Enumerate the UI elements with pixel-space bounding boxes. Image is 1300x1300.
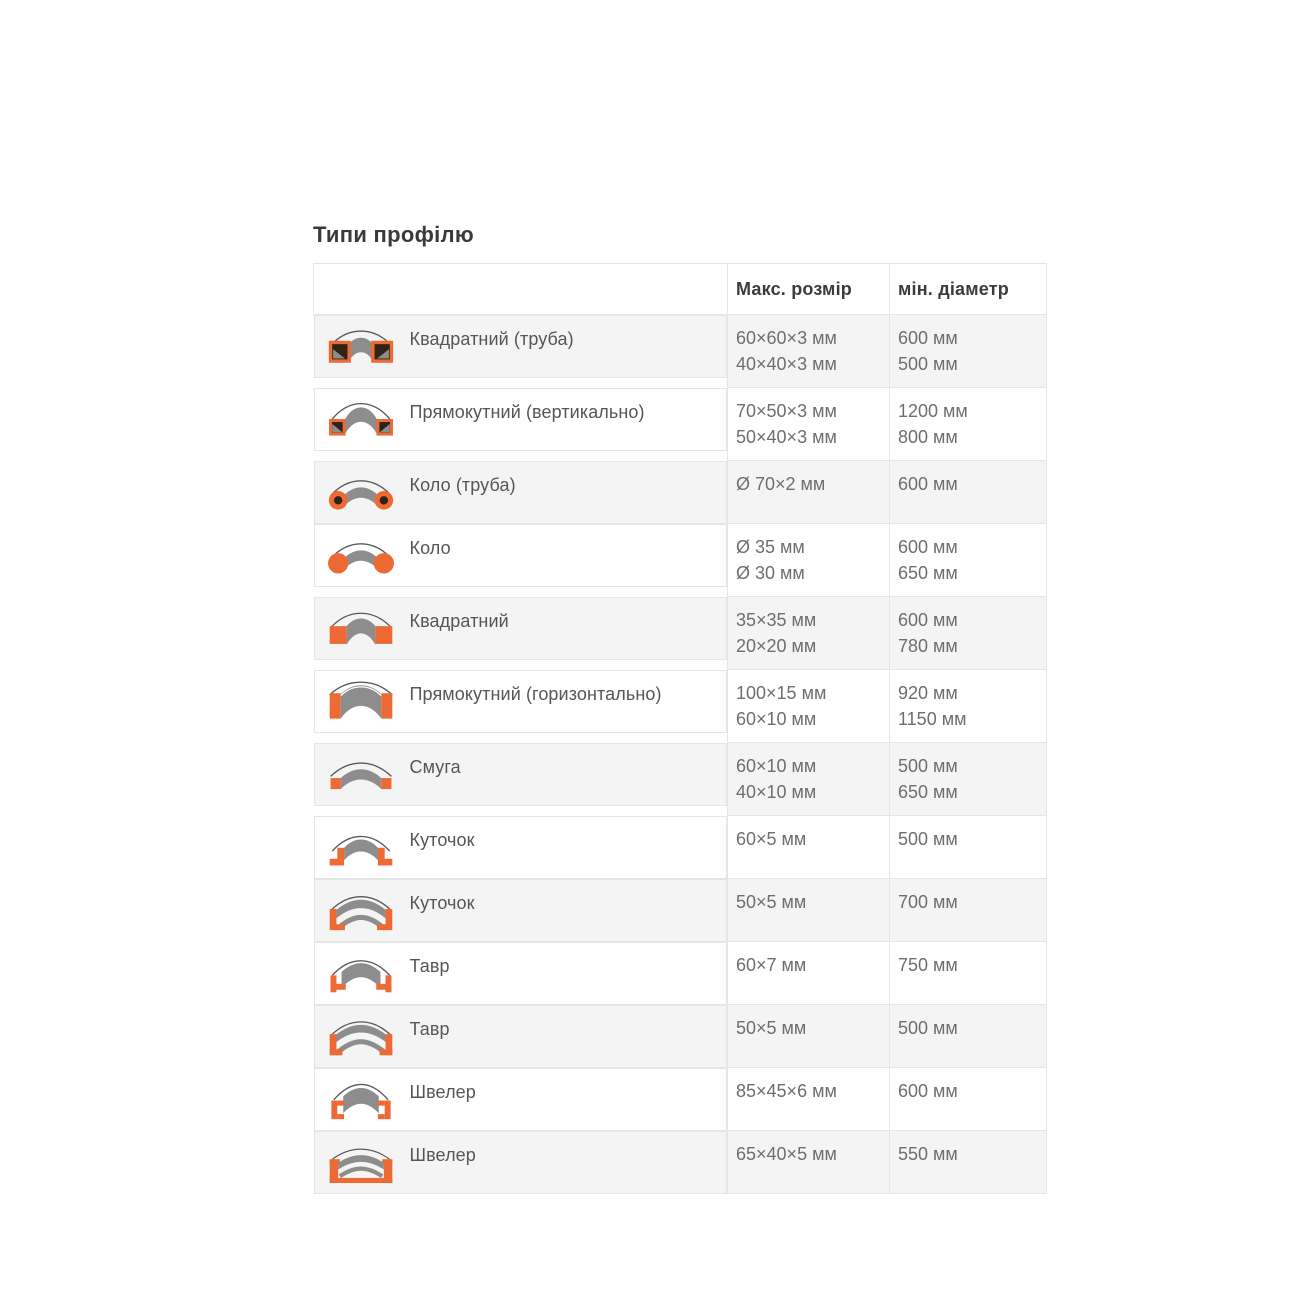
profile-name: Квадратний xyxy=(409,610,509,631)
square-solid-profile-icon xyxy=(322,605,400,649)
table-row xyxy=(314,743,1047,816)
table-header xyxy=(314,264,1047,315)
table-row xyxy=(314,524,1047,597)
max-size-value: 85×45×6 мм xyxy=(736,1081,837,1101)
profile-cell xyxy=(314,670,728,733)
min-diameter-cell xyxy=(890,524,1047,597)
max-size-cell xyxy=(728,461,890,524)
max-size-value: 60×60×3 мм xyxy=(736,328,837,348)
max-size-value: 60×7 мм xyxy=(736,955,807,975)
min-diameter-cell xyxy=(890,315,1047,388)
rect-vertical-tube-icon xyxy=(322,396,400,440)
profile-name: Швелер xyxy=(409,1081,476,1102)
profile-cell xyxy=(314,743,728,806)
tee-up-profile-icon xyxy=(322,950,400,994)
max-size-cell xyxy=(728,597,890,670)
table-row xyxy=(314,597,1047,670)
profile-cell xyxy=(314,1005,728,1068)
min-diameter-value: 750 мм xyxy=(898,955,958,975)
max-size-cell xyxy=(728,388,890,461)
min-diameter-cell xyxy=(890,743,1047,816)
max-size-value: 40×40×3 мм xyxy=(736,354,837,374)
min-diameter-value: 1200 мм xyxy=(898,401,968,421)
max-size-value: 40×10 мм xyxy=(736,782,817,802)
min-diameter-value: 500 мм xyxy=(898,829,958,849)
max-size-cell xyxy=(728,1131,890,1194)
tee-down-profile-icon xyxy=(322,1013,400,1057)
profile-name: Тавр xyxy=(409,1018,450,1039)
profile-cell xyxy=(314,879,728,942)
min-diameter-cell xyxy=(890,1005,1047,1068)
min-diameter-value: 500 мм xyxy=(898,354,958,374)
max-size-value: 50×5 мм xyxy=(736,1018,807,1038)
min-diameter-value: 500 мм xyxy=(898,756,958,776)
profile-types-table xyxy=(313,263,1047,1194)
profile-name: Смуга xyxy=(409,756,461,777)
strip-profile-icon xyxy=(322,751,400,795)
table-row xyxy=(314,315,1047,388)
min-diameter-cell xyxy=(890,1131,1047,1194)
profile-name: Коло xyxy=(409,537,451,558)
profile-cell xyxy=(314,1131,728,1194)
min-diameter-value: 700 мм xyxy=(898,892,958,912)
max-size-value: 60×10 мм xyxy=(736,756,817,776)
min-diameter-value: 780 мм xyxy=(898,636,958,656)
channel-flat-profile-icon xyxy=(322,1139,400,1183)
table-row xyxy=(314,879,1047,942)
profile-cell xyxy=(314,597,728,660)
min-diameter-value: 650 мм xyxy=(898,563,958,583)
profile-cell xyxy=(314,1068,728,1131)
min-diameter-value: 600 мм xyxy=(898,328,958,348)
max-size-value: 20×20 мм xyxy=(736,636,817,656)
min-diameter-cell xyxy=(890,461,1047,524)
section-title: Типи профілю xyxy=(313,222,474,247)
max-size-value: 50×5 мм xyxy=(736,892,807,912)
max-size-value: 65×40×5 мм xyxy=(736,1144,837,1164)
table-row xyxy=(314,1131,1047,1194)
min-diameter-value: 920 мм xyxy=(898,683,958,703)
max-size-value: Ø 70×2 мм xyxy=(736,474,826,494)
min-diameter-cell xyxy=(890,942,1047,1005)
table-row xyxy=(314,1005,1047,1068)
profile-types-section xyxy=(313,222,1009,1194)
profile-name: Куточок xyxy=(409,829,475,850)
min-diameter-value: 550 мм xyxy=(898,1144,958,1164)
min-diameter-value: 1150 мм xyxy=(898,709,967,729)
max-size-cell xyxy=(728,879,890,942)
min-diameter-value: 600 мм xyxy=(898,537,958,557)
header-row xyxy=(314,264,1047,315)
square-tube-profile-icon xyxy=(322,323,400,367)
table-row xyxy=(314,461,1047,524)
table-row xyxy=(314,670,1047,743)
table-row xyxy=(314,816,1047,879)
angle-up-profile-icon xyxy=(322,824,400,868)
profile-cell xyxy=(314,816,728,879)
header-min-diameter: мін. діаметр xyxy=(890,264,1047,315)
profile-name: Тавр xyxy=(409,955,450,976)
max-size-cell xyxy=(728,743,890,816)
min-diameter-cell xyxy=(890,388,1047,461)
max-size-value: 70×50×3 мм xyxy=(736,401,837,421)
max-size-value: 60×10 мм xyxy=(736,709,817,729)
table-row xyxy=(314,388,1047,461)
profile-cell xyxy=(314,461,728,524)
min-diameter-cell xyxy=(890,879,1047,942)
min-diameter-value: 650 мм xyxy=(898,782,958,802)
profile-name: Квадратний (труба) xyxy=(409,329,574,349)
max-size-value: 35×35 мм xyxy=(736,610,817,630)
channel-profile-icon xyxy=(322,1076,400,1120)
angle-down-profile-icon xyxy=(322,887,400,931)
profile-table-body xyxy=(314,315,1047,1194)
min-diameter-value: 600 мм xyxy=(898,610,958,630)
header-profile xyxy=(314,264,728,315)
min-diameter-value: 800 мм xyxy=(898,427,958,447)
max-size-cell xyxy=(728,942,890,1005)
profile-cell xyxy=(314,388,728,451)
profile-name: Коло (труба) xyxy=(409,474,516,495)
profile-name: Прямокутний (горизонтально) xyxy=(409,683,662,704)
min-diameter-value: 600 мм xyxy=(898,1081,958,1101)
header-max-size: Макс. розмір xyxy=(728,264,890,315)
max-size-value: 60×5 мм xyxy=(736,829,807,849)
min-diameter-cell xyxy=(890,670,1047,743)
max-size-cell xyxy=(728,1068,890,1131)
min-diameter-cell xyxy=(890,816,1047,879)
round-tube-profile-icon xyxy=(322,469,400,513)
profile-cell xyxy=(314,524,728,587)
profile-name: Прямокутний (вертикально) xyxy=(409,401,645,422)
max-size-value: 50×40×3 мм xyxy=(736,427,837,447)
min-diameter-cell xyxy=(890,1068,1047,1131)
max-size-cell xyxy=(728,524,890,597)
profile-cell xyxy=(314,942,728,1005)
min-diameter-value: 600 мм xyxy=(898,474,958,494)
profile-name: Куточок xyxy=(409,892,475,913)
max-size-value: Ø 30 мм xyxy=(736,563,805,583)
profile-name: Швелер xyxy=(409,1144,476,1165)
rect-horizontal-profile-icon xyxy=(322,678,400,722)
profile-cell xyxy=(314,315,728,378)
max-size-cell xyxy=(728,1005,890,1068)
max-size-cell xyxy=(728,315,890,388)
min-diameter-value: 500 мм xyxy=(898,1018,958,1038)
round-solid-profile-icon xyxy=(322,532,400,576)
max-size-cell xyxy=(728,670,890,743)
max-size-value: 100×15 мм xyxy=(736,683,827,703)
min-diameter-cell xyxy=(890,597,1047,670)
max-size-value: Ø 35 мм xyxy=(736,537,805,557)
table-row xyxy=(314,1068,1047,1131)
table-row xyxy=(314,942,1047,1005)
max-size-cell xyxy=(728,816,890,879)
